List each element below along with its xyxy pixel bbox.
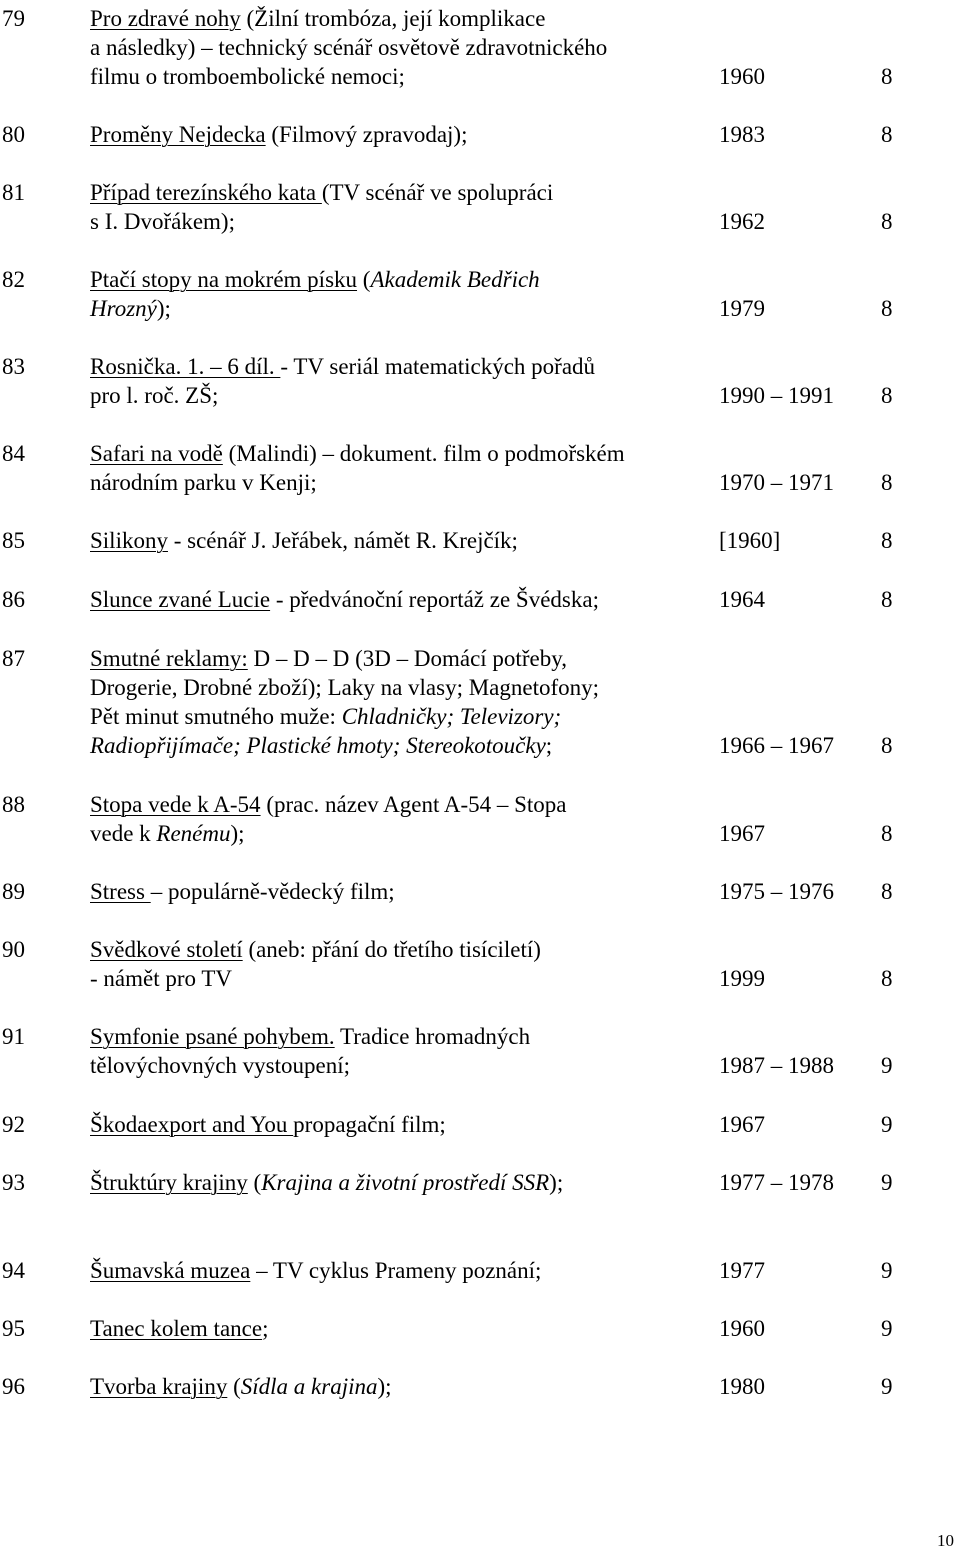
entry-year: 1990 – 1991 xyxy=(719,383,834,408)
entry-year: 1960 xyxy=(719,1316,765,1341)
title-text: ( xyxy=(247,1170,262,1195)
work-title: Tvorba krajiny xyxy=(90,1374,228,1399)
entry-page: 8 xyxy=(881,821,893,846)
title-text: Hrozný xyxy=(90,296,157,321)
title-line xyxy=(90,1168,710,1197)
title-text: - námět pro TV xyxy=(90,966,233,991)
entry-year: 1987 – 1988 xyxy=(719,1053,834,1078)
entry-year: 1980 xyxy=(719,1374,765,1399)
title-text: (prac. název Agent A-54 – Stopa xyxy=(260,792,567,817)
entry-page: 9 xyxy=(881,1316,893,1341)
entry-title xyxy=(90,644,710,760)
title-text: ( xyxy=(227,1374,241,1399)
title-line xyxy=(90,1022,710,1051)
entry-page: 8 xyxy=(881,528,893,553)
entry-page: 8 xyxy=(881,966,893,991)
entry-page: 8 xyxy=(881,733,893,758)
entry-title xyxy=(90,935,710,993)
title-text: – populárně-vědecký film; xyxy=(150,879,395,904)
title-line xyxy=(90,790,710,819)
entry-title xyxy=(90,1022,710,1080)
title-text: ); xyxy=(377,1374,392,1399)
entry-page: 8 xyxy=(881,879,893,904)
title-line xyxy=(90,644,710,673)
title-text: Drogerie, Drobné zboží); Laky na vlasy; Magnetofony; xyxy=(90,675,600,700)
entry-page: 8 xyxy=(881,122,893,147)
title-line xyxy=(90,120,710,149)
title-line xyxy=(90,294,710,323)
title-text: - scénář J. Jeřábek, námět R. Krejčík; xyxy=(167,528,518,553)
entry-year: 1979 xyxy=(719,296,765,321)
title-text: propagační film; xyxy=(293,1112,446,1137)
entry-number: 79 xyxy=(2,6,25,31)
entry-page: 9 xyxy=(881,1258,893,1283)
title-text: Krajina a životní prostředí SSR xyxy=(261,1170,550,1195)
title-text: ); xyxy=(230,821,245,846)
title-text: Sídla a krajina xyxy=(240,1374,378,1399)
title-text: tělovýchovných vystoupení; xyxy=(90,1053,350,1078)
title-line xyxy=(90,4,710,33)
entry-year: 1970 – 1971 xyxy=(719,470,834,495)
title-line xyxy=(90,178,710,207)
entry-number: 87 xyxy=(2,646,25,671)
work-title: Smutné reklamy: xyxy=(90,646,248,671)
title-text: Tradice hromadných xyxy=(334,1024,531,1049)
entry-title xyxy=(90,526,710,555)
title-line xyxy=(90,877,710,906)
entry-number: 85 xyxy=(2,528,25,553)
work-title: Pro zdravé nohy xyxy=(90,6,241,31)
entry-page: 8 xyxy=(881,383,893,408)
entry-year: 1983 xyxy=(719,122,765,147)
entry-page: 9 xyxy=(881,1374,893,1399)
work-title: Stopa vede k A-54 xyxy=(90,792,261,817)
work-title: Tanec kolem tance xyxy=(90,1316,263,1341)
title-line xyxy=(90,1110,710,1139)
entry-number: 83 xyxy=(2,354,25,379)
title-line xyxy=(90,1372,710,1401)
title-line xyxy=(90,585,710,614)
entry-year: 1966 – 1967 xyxy=(719,733,834,758)
entry-year: 1977 – 1978 xyxy=(719,1170,834,1195)
title-text: Pět minut smutného muže: xyxy=(90,704,342,729)
entry-number: 90 xyxy=(2,937,25,962)
title-text: (Filmový zpravodaj); xyxy=(265,122,468,147)
entry-page: 9 xyxy=(881,1112,893,1137)
entry-title xyxy=(90,352,710,410)
entry-title xyxy=(90,1168,710,1197)
title-text: s I. Dvořákem); xyxy=(90,209,235,234)
title-line xyxy=(90,468,710,497)
title-line xyxy=(90,526,710,555)
entry-title xyxy=(90,265,710,323)
entry-number: 95 xyxy=(2,1316,25,1341)
entry-title xyxy=(90,4,710,91)
title-text: (Malindi) – dokument. film o podmořském xyxy=(222,441,625,466)
entry-title xyxy=(90,1372,710,1401)
entry-year: 1964 xyxy=(719,587,765,612)
title-line xyxy=(90,964,710,993)
entry-number: 81 xyxy=(2,180,25,205)
entry-year: 1967 xyxy=(719,1112,765,1137)
entry-year: 1977 xyxy=(719,1258,765,1283)
entry-page: 9 xyxy=(881,1170,893,1195)
work-title: Rosnička. 1. – 6 díl. xyxy=(90,354,281,379)
title-line xyxy=(90,439,710,468)
entry-number: 86 xyxy=(2,587,25,612)
title-text: národním parku v Kenji; xyxy=(90,470,317,495)
entry-number: 88 xyxy=(2,792,25,817)
entry-page: 8 xyxy=(881,64,893,89)
title-text: Radiopřijímače; Plastické hmoty; Stereokotoučky xyxy=(90,733,546,758)
title-text: ; xyxy=(545,733,553,758)
entry-year: [1960] xyxy=(719,528,781,553)
work-title: Svědkové století xyxy=(90,937,243,962)
title-line xyxy=(90,702,710,731)
title-text: – TV cyklus Prameny poznání; xyxy=(250,1258,542,1283)
work-title: Slunce zvané Lucie xyxy=(90,587,271,612)
entry-year: 1960 xyxy=(719,64,765,89)
title-text: a následky) – technický scénář osvětově zdravotnického xyxy=(90,35,608,60)
entry-number: 96 xyxy=(2,1374,25,1399)
entry-number: 94 xyxy=(2,1258,25,1283)
entry-title xyxy=(90,790,710,848)
entry-title xyxy=(90,585,710,614)
work-title: Proměny Nejdecka xyxy=(90,122,266,147)
entry-number: 92 xyxy=(2,1112,25,1137)
entry-page: 8 xyxy=(881,209,893,234)
entry-page: 8 xyxy=(881,587,893,612)
title-text: (Žilní trombóza, její komplikace xyxy=(240,6,546,31)
title-text: Renému xyxy=(156,821,231,846)
title-text: ); xyxy=(156,296,171,321)
title-text: (aneb: přání do třetího tisíciletí) xyxy=(242,937,541,962)
title-line xyxy=(90,265,710,294)
entry-number: 91 xyxy=(2,1024,25,1049)
entry-page: 8 xyxy=(881,470,893,495)
page-number: 10 xyxy=(937,1531,954,1550)
title-text: ( xyxy=(357,267,371,292)
entry-year: 1975 – 1976 xyxy=(719,879,834,904)
entry-page: 9 xyxy=(881,1053,893,1078)
work-title: Škodaexport and You xyxy=(90,1112,294,1137)
title-text: (TV scénář ve spolupráci xyxy=(321,180,554,205)
entry-title xyxy=(90,1110,710,1139)
title-text: - TV seriál matematických pořadů xyxy=(280,354,596,379)
title-text: filmu o tromboembolické nemoci; xyxy=(90,64,405,89)
entry-number: 82 xyxy=(2,267,25,292)
entry-title xyxy=(90,1256,710,1285)
title-line xyxy=(90,673,710,702)
title-text: vede k xyxy=(90,821,157,846)
entry-number: 89 xyxy=(2,879,25,904)
work-title: Symfonie psané pohybem. xyxy=(90,1024,335,1049)
entry-title xyxy=(90,439,710,497)
work-title: Silikony xyxy=(90,528,168,553)
title-line xyxy=(90,731,710,760)
entry-number: 93 xyxy=(2,1170,25,1195)
entry-title xyxy=(90,877,710,906)
title-text: D – D – D (3D – Domácí potřeby, xyxy=(247,646,567,671)
title-line xyxy=(90,207,710,236)
entry-page: 8 xyxy=(881,296,893,321)
title-text: ); xyxy=(549,1170,564,1195)
entry-year: 1967 xyxy=(719,821,765,846)
title-line xyxy=(90,352,710,381)
work-title: Ptačí stopy na mokrém písku xyxy=(90,267,358,292)
entry-title xyxy=(90,120,710,149)
title-line xyxy=(90,1256,710,1285)
title-text: Chladničky; Televizory; xyxy=(341,704,562,729)
title-text: Akademik Bedřich xyxy=(370,267,540,292)
entry-number: 84 xyxy=(2,441,25,466)
work-title: Safari na vodě xyxy=(90,441,223,466)
work-title: Případ terezínského kata xyxy=(90,180,322,205)
title-line xyxy=(90,1051,710,1080)
title-text: ; xyxy=(262,1316,269,1341)
work-title: Štruktúry krajiny xyxy=(90,1170,248,1195)
title-text: - předvánoční reportáž ze Švédska; xyxy=(270,587,599,612)
title-line xyxy=(90,33,710,62)
entry-title xyxy=(90,1314,710,1343)
title-line xyxy=(90,1314,710,1343)
title-line xyxy=(90,62,710,91)
entry-year: 1962 xyxy=(719,209,765,234)
work-title: Šumavská muzea xyxy=(90,1258,251,1283)
entry-number: 80 xyxy=(2,122,25,147)
entry-title xyxy=(90,178,710,236)
title-line xyxy=(90,381,710,410)
work-title: Stress xyxy=(90,879,151,904)
title-text: pro l. roč. ZŠ; xyxy=(90,383,219,408)
title-line xyxy=(90,819,710,848)
title-line xyxy=(90,935,710,964)
entry-year: 1999 xyxy=(719,966,765,991)
